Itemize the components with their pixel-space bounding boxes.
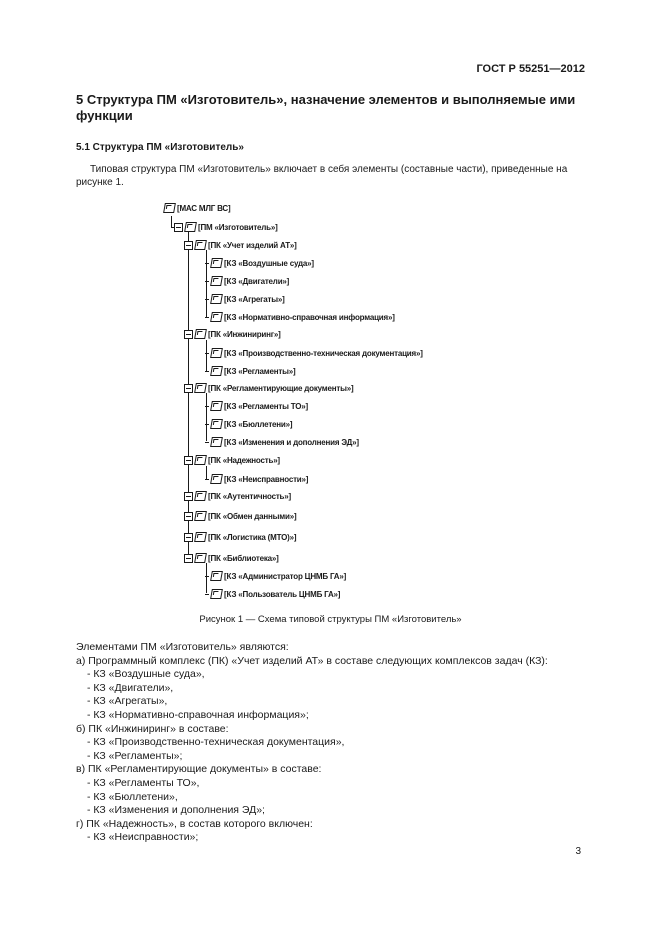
folder-icon <box>194 553 207 563</box>
list-item: - КЗ «Изменения и дополнения ЭД»; <box>87 804 265 817</box>
collapse-toggle-icon[interactable] <box>184 492 193 501</box>
intro-paragraph: Типовая структура ПМ «Изготовитель» включает в себя элементы (составные части), приведенные на рисунке 1. <box>76 164 568 188</box>
collapse-toggle-icon[interactable] <box>184 456 193 465</box>
folder-icon <box>210 419 223 429</box>
tree-node-task[interactable]: [КЗ «Производственно-техническая документация»] <box>205 346 423 360</box>
folder-icon <box>210 366 223 376</box>
folder-icon <box>194 383 207 393</box>
tree-node-complex[interactable]: [ПК «Логистика (МТО)»] <box>184 530 296 544</box>
folder-icon <box>163 203 176 213</box>
tree-connector <box>171 216 172 227</box>
subsection-title: 5.1 Структура ПМ «Изготовитель» <box>76 142 244 153</box>
folder-icon <box>210 401 223 411</box>
tree-node-task[interactable]: [КЗ «Агрегаты»] <box>205 292 285 306</box>
folder-icon <box>194 455 207 465</box>
folder-icon <box>210 474 223 484</box>
tree-node-task[interactable]: [КЗ «Бюллетени»] <box>205 417 292 431</box>
tree-node-complex[interactable]: [ПК «Обмен данными»] <box>184 509 296 523</box>
list-item: - КЗ «Воздушные суда», <box>87 668 205 681</box>
folder-icon <box>184 222 197 232</box>
folder-icon <box>210 348 223 358</box>
tree-node-task[interactable]: [КЗ «Изменения и дополнения ЭД»] <box>205 435 359 449</box>
page-number: 3 <box>575 846 581 857</box>
list-item: Элементами ПМ «Изготовитель» являются: <box>76 641 289 653</box>
folder-icon <box>210 294 223 304</box>
folder-icon <box>210 437 223 447</box>
tree-node-complex[interactable]: [ПК «Инжиниринг»] <box>184 327 281 341</box>
list-item: - КЗ «Агрегаты», <box>87 695 168 708</box>
collapse-toggle-icon[interactable] <box>174 223 183 232</box>
folder-icon <box>194 491 207 501</box>
tree-node-complex[interactable]: [ПК «Аутентичность»] <box>184 489 291 503</box>
tree-node-task[interactable]: [КЗ «Пользователь ЦНМБ ГА»] <box>205 587 340 601</box>
folder-icon <box>194 240 207 250</box>
tree-node-complex[interactable]: [ПК «Надежность»] <box>184 453 280 467</box>
folder-icon <box>210 312 223 322</box>
list-item: - КЗ «Регламенты»; <box>87 749 183 762</box>
collapse-toggle-icon[interactable] <box>184 533 193 542</box>
list-item: - КЗ «Нормативно-справочная информация»; <box>87 708 309 721</box>
tree-node-task[interactable]: [КЗ «Регламенты ТО»] <box>205 399 308 413</box>
folder-icon <box>210 589 223 599</box>
folder-icon <box>210 258 223 268</box>
tree-node-root[interactable]: [МАС МЛГ ВС] <box>162 201 230 215</box>
folder-icon <box>210 276 223 286</box>
list-item: - КЗ «Регламенты ТО», <box>87 776 200 789</box>
tree-node-module[interactable]: [ПМ «Изготовитель»] <box>174 220 278 234</box>
collapse-toggle-icon[interactable] <box>184 384 193 393</box>
folder-icon <box>194 329 207 339</box>
tree-node-task[interactable]: [КЗ «Двигатели»] <box>205 274 289 288</box>
elements-list <box>76 641 596 845</box>
standard-code: ГОСТ Р 55251—2012 <box>476 63 585 75</box>
folder-icon <box>210 571 223 581</box>
tree-node-complex[interactable]: [ПК «Библиотека»] <box>184 551 279 565</box>
tree-node-complex[interactable]: [ПК «Регламентирующие документы»] <box>184 381 353 395</box>
list-item: а) Программный комплекс (ПК) «Учет изделий АТ» в составе следующих комплексов задач (КЗ): <box>76 654 548 667</box>
list-item: в) ПК «Регламентирующие документы» в составе: <box>76 763 322 776</box>
list-item: г) ПК «Надежность», в состав которого включен: <box>76 817 313 830</box>
figure-caption: Рисунок 1 — Схема типовой структуры ПМ «Изготовитель» <box>199 614 462 625</box>
list-item: - КЗ «Производственно-техническая документация», <box>87 736 345 749</box>
tree-node-task[interactable]: [КЗ «Администратор ЦНМБ ГА»] <box>205 569 346 583</box>
tree-node-complex[interactable]: [ПК «Учет изделий АТ»] <box>184 238 297 252</box>
collapse-toggle-icon[interactable] <box>184 330 193 339</box>
collapse-toggle-icon[interactable] <box>184 512 193 521</box>
section-title: 5 Структура ПМ «Изготовитель», назначение элементов и выполняемые ими функции <box>76 92 576 123</box>
tree-node-task[interactable]: [КЗ «Регламенты»] <box>205 364 295 378</box>
folder-icon <box>194 532 207 542</box>
tree-node-task[interactable]: [КЗ «Воздушные суда»] <box>205 256 314 270</box>
tree-node-task[interactable]: [КЗ «Нормативно-справочная информация»] <box>205 310 395 324</box>
tree-node-task[interactable]: [КЗ «Неисправности»] <box>205 472 308 486</box>
list-item: - КЗ «Двигатели», <box>87 681 174 694</box>
list-item: - КЗ «Неисправности»; <box>87 831 199 844</box>
list-item: б) ПК «Инжиниринг» в составе: <box>76 722 229 735</box>
list-item: - КЗ «Бюллетени», <box>87 790 178 803</box>
collapse-toggle-icon[interactable] <box>184 554 193 563</box>
collapse-toggle-icon[interactable] <box>184 241 193 250</box>
folder-icon <box>194 511 207 521</box>
